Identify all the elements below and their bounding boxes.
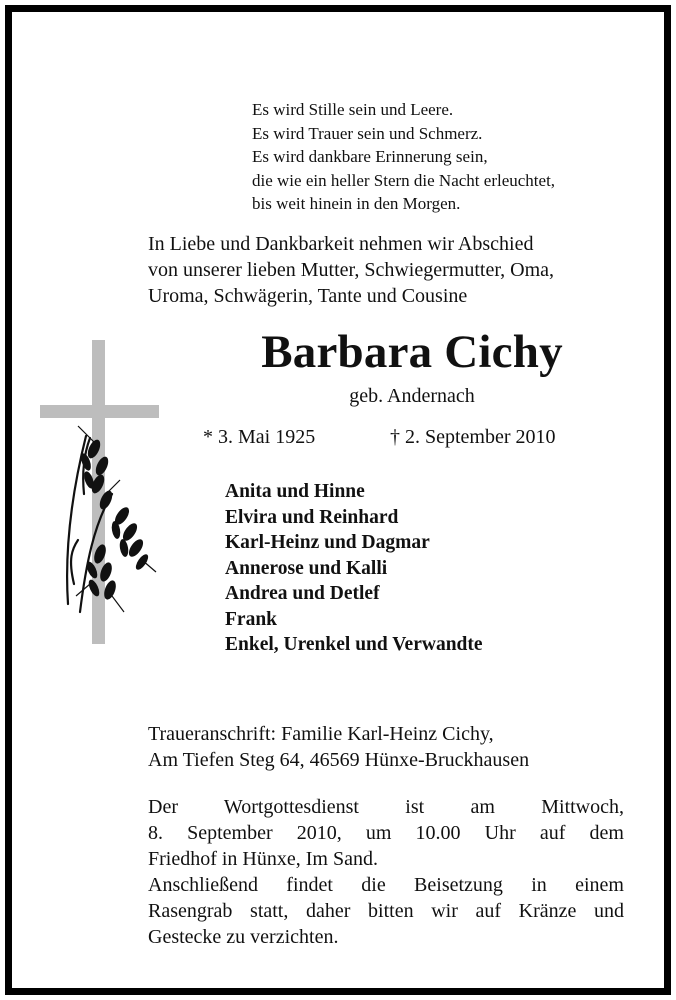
mourner-entry: Karl-Heinz und Dagmar <box>225 532 430 553</box>
service-line: Anschließend findet die Beisetzung in einem <box>148 874 624 896</box>
service-line: Friedhof in Hünxe, Im Sand. <box>148 848 378 870</box>
service-line: Gestecke zu verzichten. <box>148 926 339 948</box>
poem-line: die wie ein heller Stern die Nacht erleuchtet, <box>252 170 556 190</box>
birth-date: * 3. Mai 1925 <box>203 426 316 448</box>
service-details <box>148 794 624 950</box>
service-line: Der Wortgottesdienst ist am Mittwoch, <box>148 796 624 818</box>
death-date: † 2. September 2010 <box>390 426 556 448</box>
address-line: Traueranschrift: Familie Karl-Heinz Cichy, <box>148 723 494 745</box>
poem-line: Es wird dankbare Erinnerung sein, <box>252 147 488 166</box>
intro-line: Uroma, Schwägerin, Tante und Cousine <box>148 285 468 307</box>
service-line: Rasengrab statt, daher bitten wir auf Kränze und <box>148 900 624 922</box>
mourning-address <box>148 721 529 773</box>
poem <box>252 98 555 216</box>
intro-line: von unserer lieben Mutter, Schwiegermutter, Oma, <box>148 259 555 281</box>
obituary-notice <box>5 5 671 995</box>
service-line: 8. September 2010, um 10.00 Uhr auf dem <box>148 822 624 844</box>
birth-name: geb. Andernach <box>349 385 475 407</box>
poem-line: Es wird Trauer sein und Schmerz. <box>252 123 483 143</box>
mourner-entry: Anita und Hinne <box>225 481 365 502</box>
mourner-entry: Elvira und Reinhard <box>225 506 399 528</box>
mourner-entry: Frank <box>225 608 278 630</box>
mourner-entry: Annerose und Kalli <box>225 557 388 579</box>
mourner-entry: Enkel, Urenkel und Verwandte <box>225 634 483 655</box>
poem-line: bis weit hinein in den Morgen. <box>252 194 461 213</box>
poem-line: Es wird Stille sein und Leere. <box>252 100 454 119</box>
cross-with-wheat-icon <box>34 334 164 644</box>
intro-line: In Liebe und Dankbarkeit nehmen wir Abschied <box>148 233 534 255</box>
intro-text <box>148 231 554 309</box>
address-line: Am Tiefen Steg 64, 46569 Hünxe-Bruckhausen <box>148 749 530 771</box>
mourners-list <box>225 479 483 658</box>
deceased-name: Barbara Cichy <box>261 326 563 378</box>
mourner-entry: Andrea und Detlef <box>225 583 380 604</box>
